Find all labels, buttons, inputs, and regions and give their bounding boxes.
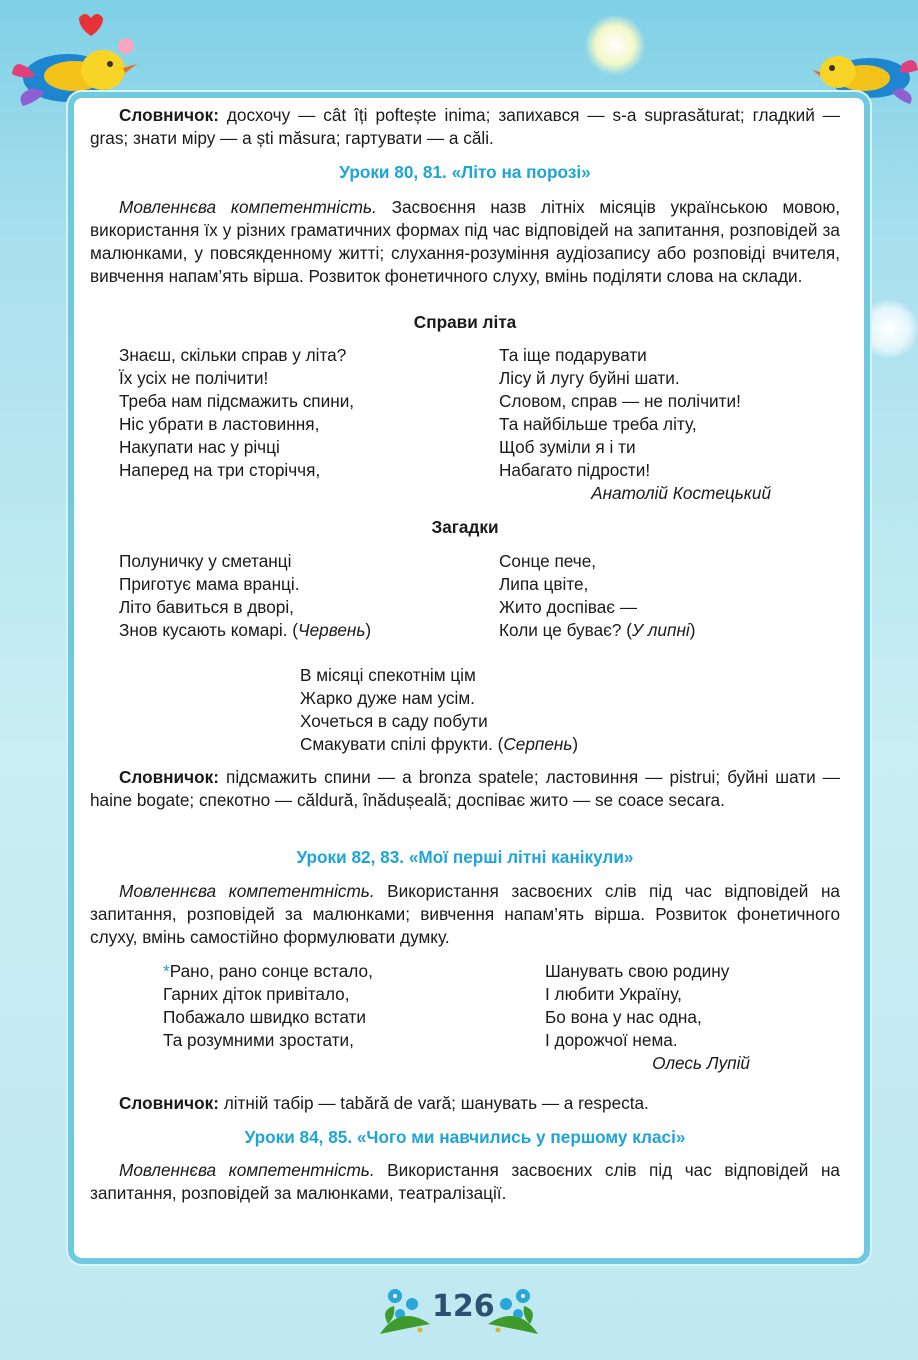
riddle-line: Літо бавиться в дворі,: [119, 597, 294, 617]
vocabulary-2: [90, 766, 840, 812]
poem-line: Та іще подарувати: [499, 345, 647, 365]
lesson-82-83-heading: Уроки 82, 83. «Мої перші літні канікули»: [296, 847, 634, 867]
riddle-bracket: ): [572, 734, 579, 754]
riddle-line: В місяці спекотнім цім: [300, 665, 476, 685]
riddle-line: Приготує мама вранці.: [119, 574, 300, 594]
poem-line: [163, 960, 503, 983]
riddle-line-text: Смакувати спілі фрукти. (: [300, 734, 504, 754]
riddle-answer: У липні: [631, 620, 690, 640]
poem-line: Шанувать свою родину: [545, 961, 730, 981]
riddle-line: Жарко дуже нам усім.: [300, 688, 475, 708]
poem-line: Та розумними зростати,: [163, 1030, 354, 1050]
vocabulary-label: Словничок:: [119, 1093, 219, 1113]
poem-line: Ніс убрати в ластовиння,: [119, 414, 320, 434]
poem-2-right-column: [545, 960, 750, 1075]
vocabulary-1: [90, 104, 840, 150]
poem-line: Наперед на три сторіччя,: [119, 460, 321, 480]
riddle-line-text: Коли це буває? (: [499, 620, 632, 640]
vocabulary-label: Словничок:: [119, 105, 219, 125]
riddle-line: Полуничку у сметанці: [119, 551, 292, 571]
riddle-line: Жито доспіває —: [499, 597, 638, 617]
competence-label: Мовленнєва компетентність.: [119, 1160, 375, 1180]
vocabulary-label: Словничок:: [119, 767, 219, 787]
competence-text: Використання засвоєних слів під час відповідей на запитання, розповідей за малюнками; вивчення напам’ять вірша. Розвиток фонетичного слуху, вмінь самостійно формулювати думку.: [90, 881, 840, 947]
poem-line: Та найбільше треба літу,: [499, 414, 697, 434]
poem-line: І дорожчої нема.: [545, 1030, 678, 1050]
vocabulary-text: підсмажить спини — a bronza spatele; ластовиння — pistrui; буйні шати — haine bogate; спекотно — căldură, înădușeală; доспіває жито — se coace secara.: [90, 767, 840, 810]
poem-line: Словом, справ — не полічити!: [499, 391, 741, 411]
poem-line: Їх усіх не полічити!: [119, 368, 269, 388]
poem-line: Треба нам підсмажить спини,: [119, 391, 355, 411]
page-number: 126: [432, 1289, 495, 1324]
riddle-line: Сонце пече,: [499, 551, 597, 571]
vocabulary-text: досхочу — cât îți poftește inima; запихався — s-a suprasăturat; гладкий — gras; знати міру — a ști măsura; гартувати — a căli.: [90, 105, 840, 148]
background-sun-left: [585, 15, 645, 75]
lesson-80-81-heading: Уроки 80, 81. «Літо на порозі»: [339, 162, 591, 182]
riddle-bracket: ): [365, 620, 372, 640]
poem-title-spravy-lita: Справи літа: [413, 312, 517, 332]
riddle-line: Хочеться в саду побути: [300, 711, 488, 731]
poem-1-author: Анатолій Костецький: [591, 483, 771, 503]
asterisk-mark: *: [163, 961, 170, 981]
poem-line: Накупати нас у річці: [119, 437, 280, 457]
vocabulary-text: літній табір — tabără de vară; шанувать — a respecta.: [218, 1093, 649, 1113]
poem-line: Набагато підрости!: [499, 460, 651, 480]
riddle-line-text: Знов кусають комарі. (: [119, 620, 299, 640]
riddle-line: Липа цвіте,: [499, 574, 589, 594]
competence-label: Мовленнєва компетентність.: [119, 197, 377, 217]
vocabulary-3: [90, 1092, 840, 1115]
poem-line: Гарних діток привітало,: [163, 984, 350, 1004]
riddle-line: [300, 733, 660, 756]
lesson-84-85-competence: [90, 1159, 840, 1205]
poem-line: Щоб зуміли я і ти: [499, 437, 636, 457]
riddles-title: Загадки: [431, 517, 499, 537]
poem-line-text: Рано, рано сонце встало,: [169, 961, 373, 981]
riddle-bracket: ): [689, 620, 696, 640]
poem-line: Бо вона у нас одна,: [545, 1007, 702, 1027]
competence-label: Мовленнєва компетентність.: [119, 881, 375, 901]
riddle-3: [300, 664, 660, 756]
poem-1-left-column: [119, 344, 479, 482]
lesson-84-85-heading: Уроки 84, 85. «Чого ми навчились у першому класі»: [244, 1127, 686, 1147]
competence-text: Засвоєння назв літніх місяців українською мовою, використання їх у різних граматичних формах під час відповідей на запитання, розповідей за малюнками, у повсякденному житті; слухання-розуміння аудіозапису або розповіді вчителя, вивчення напам’ять вірша. Розвиток фонетичного слуху, вмінь поділяти слова на склади.: [90, 197, 841, 286]
riddle-2: [499, 550, 771, 642]
competence-text: Використання засвоєних слів під час відповідей на запитання, розповідей за малюнками, театралізації.: [90, 1160, 840, 1203]
poem-1-right-column: [499, 344, 771, 505]
lesson-80-81-competence: [90, 196, 840, 288]
riddle-line: [499, 619, 771, 642]
riddle-line: [119, 619, 479, 642]
poem-line: Знаєш, скільки справ у літа?: [119, 345, 347, 365]
poem-line: Побажало швидко встати: [163, 1007, 366, 1027]
riddle-answer: Серпень: [503, 734, 573, 754]
poem-line: Лісу й лугу буйні шати.: [499, 368, 680, 388]
riddle-answer: Червень: [298, 620, 366, 640]
riddle-1: [119, 550, 479, 642]
poem-2-left-column: [163, 960, 503, 1052]
lesson-82-83-competence: [90, 880, 840, 949]
poem-line: І любити Україну,: [545, 984, 682, 1004]
poem-2-author: Олесь Лупій: [652, 1053, 750, 1073]
